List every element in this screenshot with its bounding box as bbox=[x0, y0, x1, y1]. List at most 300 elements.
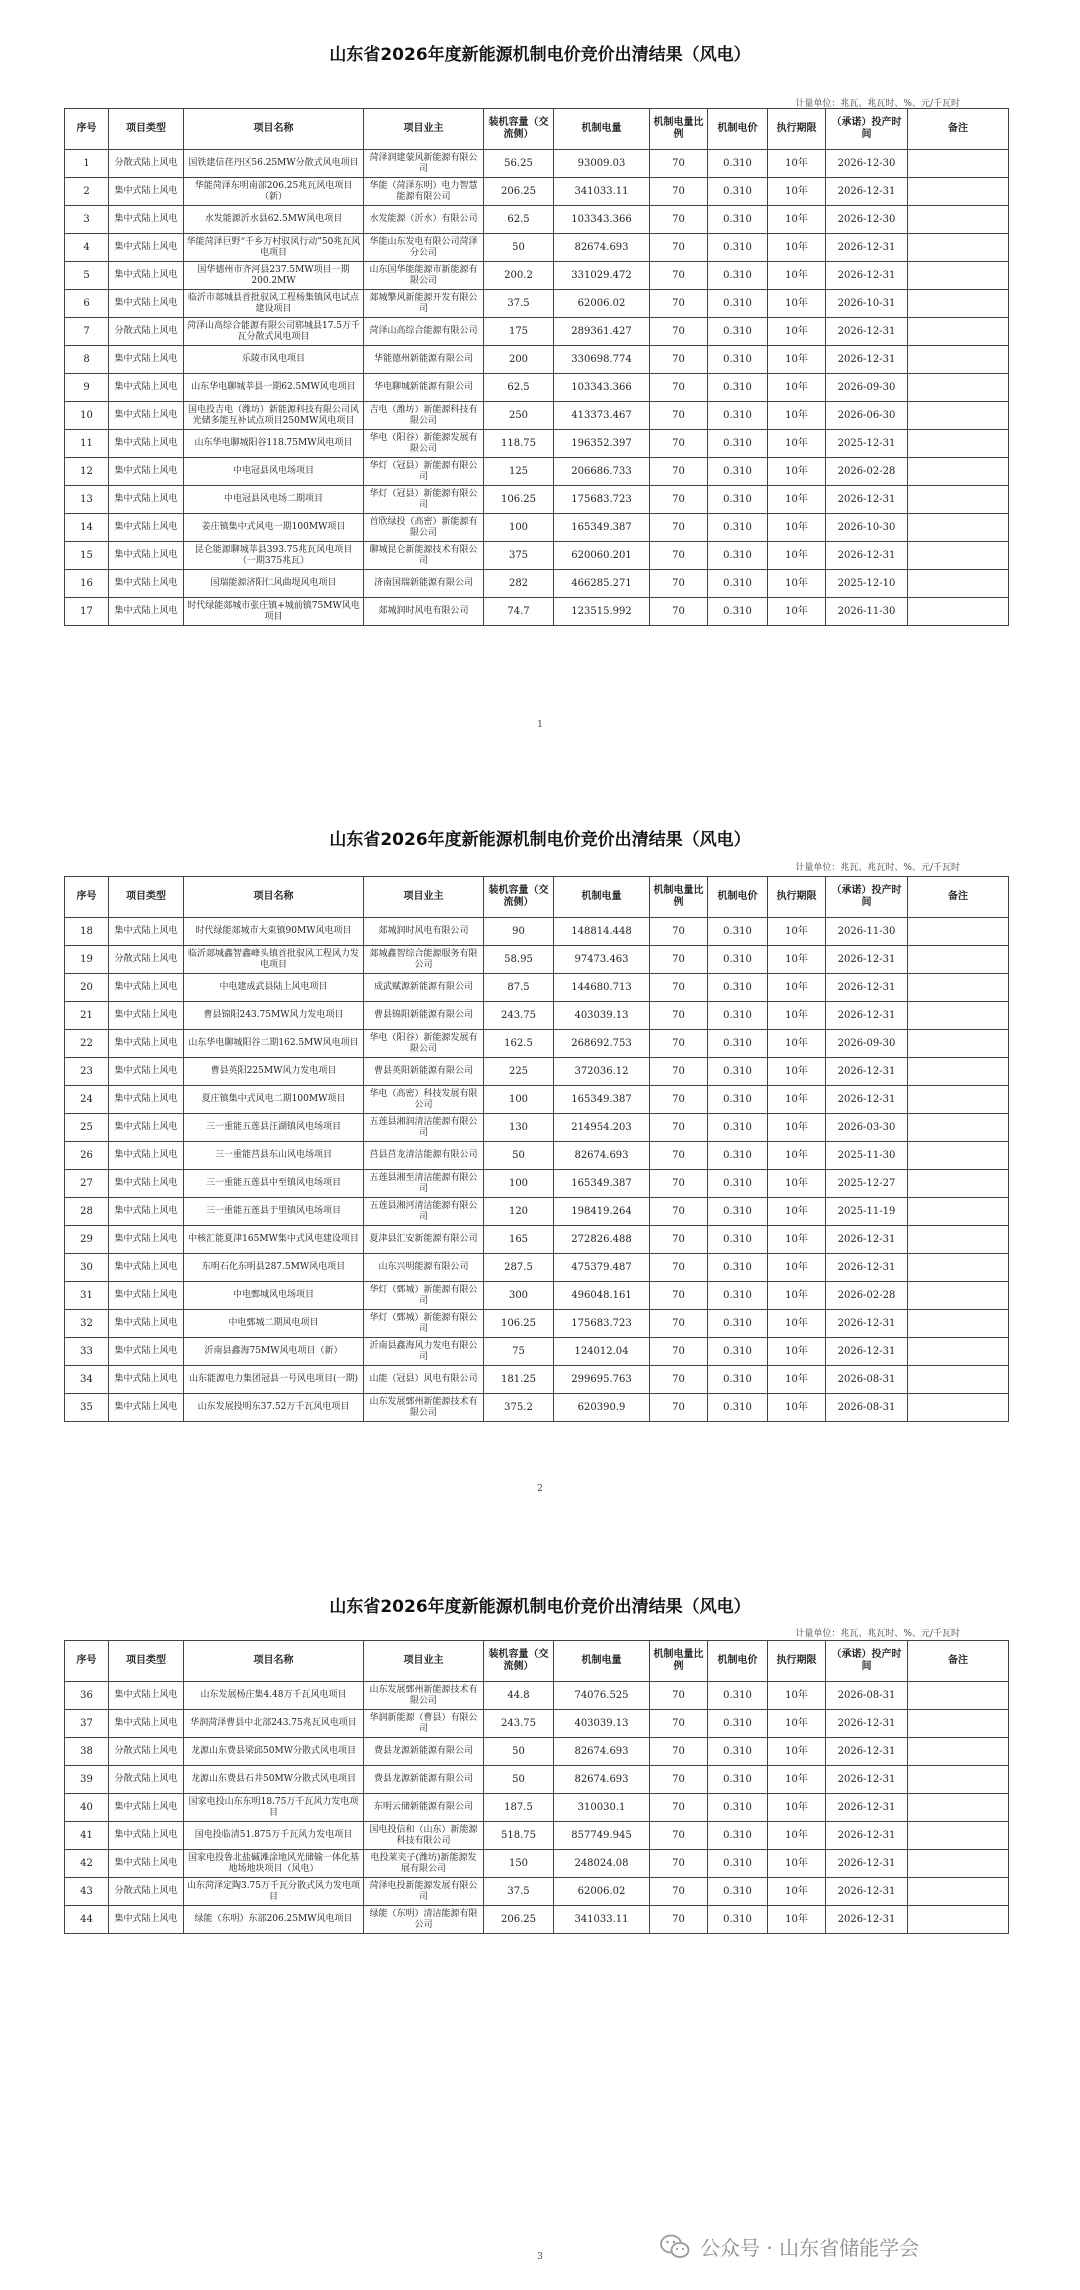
table-cell: 华灯（冠县）新能源有限公司 bbox=[364, 486, 484, 514]
table-cell: 0.310 bbox=[708, 1338, 768, 1366]
table-cell: 10年 bbox=[768, 514, 826, 542]
table-row bbox=[65, 430, 1009, 458]
table-cell bbox=[908, 458, 1009, 486]
table-cell: 10年 bbox=[768, 1766, 826, 1794]
table-row bbox=[65, 150, 1009, 178]
table-cell: 山东兴明能源有限公司 bbox=[364, 1254, 484, 1282]
table-cell: 243.75 bbox=[484, 1002, 554, 1030]
table-cell: 0.310 bbox=[708, 346, 768, 374]
table-cell: 2026-12-31 bbox=[826, 1310, 908, 1338]
table-cell: 10年 bbox=[768, 1198, 826, 1226]
table-cell: 2026-12-31 bbox=[826, 234, 908, 262]
table-cell: 10年 bbox=[768, 1338, 826, 1366]
table-cell: 10年 bbox=[768, 542, 826, 570]
table-cell: 56.25 bbox=[484, 150, 554, 178]
column-header: 机制电量比例 bbox=[650, 109, 708, 150]
table-cell: 0.310 bbox=[708, 946, 768, 974]
table-cell: 集中式陆上风电 bbox=[109, 290, 184, 318]
table-cell: 10 bbox=[65, 402, 109, 430]
table-cell: 70 bbox=[650, 570, 708, 598]
table-cell bbox=[908, 178, 1009, 206]
page-title: 山东省2026年度新能源机制电价竞价出清结果（风电） bbox=[329, 1597, 751, 1617]
table-cell bbox=[908, 1710, 1009, 1738]
page-number: 3 bbox=[537, 2252, 543, 2262]
table-body bbox=[65, 1682, 1009, 1934]
table-cell: 82674.693 bbox=[554, 1738, 650, 1766]
table-cell: 国华德州市齐河县237.5MW项目一期200.2MW bbox=[184, 262, 364, 290]
page-title: 山东省2026年度新能源机制电价竞价出清结果（风电） bbox=[329, 45, 751, 65]
table-cell: 0.310 bbox=[708, 178, 768, 206]
table-cell: 集中式陆上风电 bbox=[109, 1114, 184, 1142]
table-cell bbox=[908, 1850, 1009, 1878]
table-cell bbox=[908, 1282, 1009, 1310]
table-cell: 山东发展鄄州新能源技术有限公司 bbox=[364, 1394, 484, 1422]
table-row bbox=[65, 346, 1009, 374]
table-cell: 50 bbox=[484, 1738, 554, 1766]
results-table bbox=[64, 876, 1009, 1422]
table-cell: 62006.02 bbox=[554, 1878, 650, 1906]
table-cell: 0.310 bbox=[708, 374, 768, 402]
column-header: 项目业主 bbox=[364, 109, 484, 150]
table-cell: 中电冠县风电场项目 bbox=[184, 458, 364, 486]
table-cell: 70 bbox=[650, 1878, 708, 1906]
table-cell: 0.310 bbox=[708, 290, 768, 318]
table-cell: 33 bbox=[65, 1338, 109, 1366]
table-cell: 山东发展投明东37.52万千瓦风电项目 bbox=[184, 1394, 364, 1422]
table-cell: 10年 bbox=[768, 1878, 826, 1906]
table-cell: 0.310 bbox=[708, 402, 768, 430]
table-cell: 郯城润时风电有限公司 bbox=[364, 918, 484, 946]
table-cell: 118.75 bbox=[484, 430, 554, 458]
table-cell: 466285.271 bbox=[554, 570, 650, 598]
table-cell: 70 bbox=[650, 430, 708, 458]
table-cell: 2025-11-30 bbox=[826, 1142, 908, 1170]
table-cell: 成武赋源新能源有限公司 bbox=[364, 974, 484, 1002]
table-row bbox=[65, 974, 1009, 1002]
table-cell: 181.25 bbox=[484, 1366, 554, 1394]
table-cell: 10年 bbox=[768, 486, 826, 514]
column-header: 项目类型 bbox=[109, 109, 184, 150]
table-cell: 44 bbox=[65, 1906, 109, 1934]
table-cell: 18 bbox=[65, 918, 109, 946]
header-row bbox=[65, 1641, 1009, 1682]
table-row bbox=[65, 1850, 1009, 1878]
table-cell: 集中式陆上风电 bbox=[109, 1254, 184, 1282]
table-cell: 集中式陆上风电 bbox=[109, 346, 184, 374]
table-cell: 临沂市郯城县首批驭风工程杨集镇风电试点建设项目 bbox=[184, 290, 364, 318]
column-header: （承诺）投产时间 bbox=[826, 1641, 908, 1682]
table-cell bbox=[908, 290, 1009, 318]
table-cell: 70 bbox=[650, 1682, 708, 1710]
table-cell: 费县龙源新能源有限公司 bbox=[364, 1766, 484, 1794]
table-body bbox=[65, 150, 1009, 626]
table-row bbox=[65, 1226, 1009, 1254]
table-cell: 70 bbox=[650, 206, 708, 234]
table-cell bbox=[908, 346, 1009, 374]
table-cell: 华能菏泽东明南部206.25兆瓦风电项目（新） bbox=[184, 178, 364, 206]
table-cell: 2025-11-19 bbox=[826, 1198, 908, 1226]
table-cell: 龙源山东费县石井50MW分散式风电项目 bbox=[184, 1766, 364, 1794]
table-cell: 0.310 bbox=[708, 1170, 768, 1198]
table-cell: 70 bbox=[650, 1030, 708, 1058]
table-cell: 70 bbox=[650, 1058, 708, 1086]
table-cell: 282 bbox=[484, 570, 554, 598]
table-cell: 175 bbox=[484, 318, 554, 346]
table-cell: 130 bbox=[484, 1114, 554, 1142]
table-cell: 70 bbox=[650, 1394, 708, 1422]
table-cell: 124012.04 bbox=[554, 1338, 650, 1366]
table-cell: 62006.02 bbox=[554, 290, 650, 318]
table-cell: 70 bbox=[650, 1282, 708, 1310]
table-cell: 375 bbox=[484, 542, 554, 570]
table-cell: 103343.366 bbox=[554, 374, 650, 402]
table-cell: 2026-12-31 bbox=[826, 1850, 908, 1878]
table-cell: 2026-10-30 bbox=[826, 514, 908, 542]
table-cell: 175683.723 bbox=[554, 1310, 650, 1338]
table-cell bbox=[908, 1114, 1009, 1142]
table-cell: 0.310 bbox=[708, 1002, 768, 1030]
column-header: 机制电量 bbox=[554, 877, 650, 918]
table-cell: 250 bbox=[484, 402, 554, 430]
table-cell: 10年 bbox=[768, 1822, 826, 1850]
column-header: 序号 bbox=[65, 877, 109, 918]
table-cell: 70 bbox=[650, 1366, 708, 1394]
table-cell: 0.310 bbox=[708, 318, 768, 346]
table-cell: 341033.11 bbox=[554, 1906, 650, 1934]
table-cell bbox=[908, 1794, 1009, 1822]
table-cell: 集中式陆上风电 bbox=[109, 1086, 184, 1114]
table-cell bbox=[908, 1338, 1009, 1366]
table-cell: 集中式陆上风电 bbox=[109, 1198, 184, 1226]
table-cell: 23 bbox=[65, 1058, 109, 1086]
table-cell: 225 bbox=[484, 1058, 554, 1086]
table-cell: 0.310 bbox=[708, 1850, 768, 1878]
column-header: （承诺）投产时间 bbox=[826, 109, 908, 150]
table-cell: 曹县锦阳243.75MW风力发电项目 bbox=[184, 1002, 364, 1030]
table-cell: 0.310 bbox=[708, 570, 768, 598]
table-cell: 196352.397 bbox=[554, 430, 650, 458]
table-cell: 0.310 bbox=[708, 1766, 768, 1794]
table-row bbox=[65, 1114, 1009, 1142]
table-cell: 90 bbox=[484, 918, 554, 946]
table-cell: 0.310 bbox=[708, 1710, 768, 1738]
table-cell: 莒县莒龙清洁能源有限公司 bbox=[364, 1142, 484, 1170]
table-cell: 国瑞能源济阳仁风曲堤风电项目 bbox=[184, 570, 364, 598]
table-row bbox=[65, 1254, 1009, 1282]
table-cell: 620060.201 bbox=[554, 542, 650, 570]
table-cell: 62.5 bbox=[484, 206, 554, 234]
table-cell: 10年 bbox=[768, 946, 826, 974]
table-cell: 70 bbox=[650, 1338, 708, 1366]
table-cell: 山东华电聊城阳谷118.75MW风电项目 bbox=[184, 430, 364, 458]
table-cell: 0.310 bbox=[708, 542, 768, 570]
table-cell: 三一重能莒县东山风电场项目 bbox=[184, 1142, 364, 1170]
table-cell: 10年 bbox=[768, 234, 826, 262]
table-cell: 首欣绿投（高密）新能源有限公司 bbox=[364, 514, 484, 542]
table-cell: 五莲县湘河清洁能源有限公司 bbox=[364, 1198, 484, 1226]
column-header: 项目类型 bbox=[109, 877, 184, 918]
table-cell: 41 bbox=[65, 1822, 109, 1850]
table-cell: 华电（高密）科技发展有限公司 bbox=[364, 1086, 484, 1114]
table-cell bbox=[908, 206, 1009, 234]
table-cell: 70 bbox=[650, 514, 708, 542]
table-cell bbox=[908, 1394, 1009, 1422]
table-row bbox=[65, 262, 1009, 290]
table-cell: 0.310 bbox=[708, 1366, 768, 1394]
table-cell: 34 bbox=[65, 1366, 109, 1394]
table-cell: 集中式陆上风电 bbox=[109, 1366, 184, 1394]
table-cell: 中电鄄城风电场项目 bbox=[184, 1282, 364, 1310]
table-cell: 国电投临清51.875万千瓦风力发电项目 bbox=[184, 1822, 364, 1850]
unit-note: 计量单位：兆瓦、兆瓦时、%、元/千瓦时 bbox=[795, 1629, 960, 1639]
table-cell: 0.310 bbox=[708, 206, 768, 234]
table-cell: 0.310 bbox=[708, 1310, 768, 1338]
page-number: 1 bbox=[537, 720, 543, 730]
table-row bbox=[65, 514, 1009, 542]
table-cell: 518.75 bbox=[484, 1822, 554, 1850]
table-cell: 87.5 bbox=[484, 974, 554, 1002]
table-cell: 集中式陆上风电 bbox=[109, 1794, 184, 1822]
table-cell: 华能山东发电有限公司菏泽分公司 bbox=[364, 234, 484, 262]
page-number: 2 bbox=[537, 1484, 543, 1494]
table-cell: 集中式陆上风电 bbox=[109, 514, 184, 542]
table-row bbox=[65, 1170, 1009, 1198]
column-header: 项目名称 bbox=[184, 877, 364, 918]
table-cell: 集中式陆上风电 bbox=[109, 1282, 184, 1310]
table-cell: 70 bbox=[650, 1310, 708, 1338]
table-cell: 曹县英阳新能源有限公司 bbox=[364, 1058, 484, 1086]
table-cell: 沂南县鑫海风力发电有限公司 bbox=[364, 1338, 484, 1366]
table-cell: 集中式陆上风电 bbox=[109, 598, 184, 626]
table-cell: 0.310 bbox=[708, 1822, 768, 1850]
table-cell: 山东发展杨庄集4.48万千瓦风电项目 bbox=[184, 1682, 364, 1710]
table-row bbox=[65, 1738, 1009, 1766]
table-row bbox=[65, 178, 1009, 206]
table-cell: 0.310 bbox=[708, 514, 768, 542]
table-cell: 300 bbox=[484, 1282, 554, 1310]
table-cell: 70 bbox=[650, 1794, 708, 1822]
table-row bbox=[65, 402, 1009, 430]
table-cell: 70 bbox=[650, 1170, 708, 1198]
table-cell: 2026-08-31 bbox=[826, 1394, 908, 1422]
table-cell: 70 bbox=[650, 262, 708, 290]
table-cell: 70 bbox=[650, 542, 708, 570]
table-cell: 中电建成武县陆上风电项目 bbox=[184, 974, 364, 1002]
table-cell: 电投莱夹子(潍坊)新能源发展有限公司 bbox=[364, 1850, 484, 1878]
table-cell: 38 bbox=[65, 1738, 109, 1766]
table-cell: 集中式陆上风电 bbox=[109, 542, 184, 570]
column-header: 机制电量 bbox=[554, 1641, 650, 1682]
table-cell: 120 bbox=[484, 1198, 554, 1226]
table-cell: 39 bbox=[65, 1766, 109, 1794]
table-cell: 187.5 bbox=[484, 1794, 554, 1822]
column-header: 装机容量（交流侧） bbox=[484, 1641, 554, 1682]
table-cell: 2026-12-31 bbox=[826, 542, 908, 570]
table-cell: 0.310 bbox=[708, 1114, 768, 1142]
table-cell: 国家电投山东东明18.75万千瓦风力发电项目 bbox=[184, 1794, 364, 1822]
table-cell: 山东国华能能源市新能源有限公司 bbox=[364, 262, 484, 290]
table-cell: 413373.467 bbox=[554, 402, 650, 430]
table-cell: 93009.03 bbox=[554, 150, 650, 178]
table-cell: 175683.723 bbox=[554, 486, 650, 514]
table-cell bbox=[908, 1366, 1009, 1394]
header-row bbox=[65, 109, 1009, 150]
table-cell: 13 bbox=[65, 486, 109, 514]
table-cell: 70 bbox=[650, 1906, 708, 1934]
table-cell: 集中式陆上风电 bbox=[109, 374, 184, 402]
table-cell: 375.2 bbox=[484, 1394, 554, 1422]
table-cell: 29 bbox=[65, 1226, 109, 1254]
table-cell: 山能（冠县）风电有限公司 bbox=[364, 1366, 484, 1394]
table-cell: 2026-12-31 bbox=[826, 1002, 908, 1030]
table-body bbox=[65, 918, 1009, 1422]
table-cell: 0.310 bbox=[708, 1394, 768, 1422]
table-cell: 集中式陆上风电 bbox=[109, 1850, 184, 1878]
table-cell: 0.310 bbox=[708, 1282, 768, 1310]
table-cell: 70 bbox=[650, 1710, 708, 1738]
table-cell: 10年 bbox=[768, 598, 826, 626]
table-cell: 0.310 bbox=[708, 1794, 768, 1822]
table-cell: 70 bbox=[650, 374, 708, 402]
table-cell: 50 bbox=[484, 1766, 554, 1794]
table-cell: 华电（阳谷）新能源发展有限公司 bbox=[364, 430, 484, 458]
table-cell: 集中式陆上风电 bbox=[109, 570, 184, 598]
table-row bbox=[65, 918, 1009, 946]
column-header: （承诺）投产时间 bbox=[826, 877, 908, 918]
table-cell: 10年 bbox=[768, 1086, 826, 1114]
table-cell: 17 bbox=[65, 598, 109, 626]
table-cell: 0.310 bbox=[708, 262, 768, 290]
table-cell: 58.95 bbox=[484, 946, 554, 974]
table-cell: 403039.13 bbox=[554, 1002, 650, 1030]
table-cell: 华灯（冠县）新能源有限公司 bbox=[364, 458, 484, 486]
table-cell: 206686.733 bbox=[554, 458, 650, 486]
table-cell: 24 bbox=[65, 1086, 109, 1114]
table-cell: 70 bbox=[650, 1198, 708, 1226]
table-cell: 10年 bbox=[768, 918, 826, 946]
table-cell: 5 bbox=[65, 262, 109, 290]
table-cell bbox=[908, 598, 1009, 626]
table-row bbox=[65, 1002, 1009, 1030]
table-cell bbox=[908, 514, 1009, 542]
table-cell: 62.5 bbox=[484, 374, 554, 402]
table-cell: 10年 bbox=[768, 1058, 826, 1086]
column-header: 项目名称 bbox=[184, 109, 364, 150]
table-cell bbox=[908, 1878, 1009, 1906]
table-row bbox=[65, 1282, 1009, 1310]
table-cell: 集中式陆上风电 bbox=[109, 1170, 184, 1198]
table-cell: 70 bbox=[650, 234, 708, 262]
table-cell: 0.310 bbox=[708, 1086, 768, 1114]
table-cell: 2026-11-30 bbox=[826, 598, 908, 626]
table-cell: 2026-08-31 bbox=[826, 1366, 908, 1394]
table-cell: 70 bbox=[650, 1114, 708, 1142]
column-header: 备注 bbox=[908, 109, 1009, 150]
table-row bbox=[65, 458, 1009, 486]
table-cell: 济南国瑞新能源有限公司 bbox=[364, 570, 484, 598]
table-cell: 40 bbox=[65, 1794, 109, 1822]
table-cell: 10年 bbox=[768, 1738, 826, 1766]
table-cell: 4 bbox=[65, 234, 109, 262]
table-cell: 206.25 bbox=[484, 178, 554, 206]
column-header: 机制电量比例 bbox=[650, 1641, 708, 1682]
table-cell: 国家电投鲁北盐碱滩涂地风光储输一体化基地场地块项目（风电） bbox=[184, 1850, 364, 1878]
unit-note: 计量单位：兆瓦、兆瓦时、%、元/千瓦时 bbox=[795, 99, 960, 109]
table-cell: 分散式陆上风电 bbox=[109, 946, 184, 974]
table-cell: 集中式陆上风电 bbox=[109, 402, 184, 430]
table-cell bbox=[908, 1738, 1009, 1766]
results-table bbox=[64, 1640, 1009, 1934]
table-cell: 0.310 bbox=[708, 458, 768, 486]
table-cell: 2 bbox=[65, 178, 109, 206]
table-cell: 70 bbox=[650, 486, 708, 514]
table-cell bbox=[908, 1766, 1009, 1794]
column-header: 序号 bbox=[65, 1641, 109, 1682]
table-cell: 集中式陆上风电 bbox=[109, 234, 184, 262]
table-cell: 403039.13 bbox=[554, 1710, 650, 1738]
table-cell: 200.2 bbox=[484, 262, 554, 290]
table-cell bbox=[908, 1226, 1009, 1254]
table-cell: 2026-03-30 bbox=[826, 1114, 908, 1142]
table-cell: 费县龙源新能源有限公司 bbox=[364, 1738, 484, 1766]
table-cell: 28 bbox=[65, 1198, 109, 1226]
table-cell: 华能（菏泽东明）电力智慧能源有限公司 bbox=[364, 178, 484, 206]
table-cell: 70 bbox=[650, 458, 708, 486]
table-cell: 496048.161 bbox=[554, 1282, 650, 1310]
table-cell bbox=[908, 374, 1009, 402]
table-cell: 郯城擎风新能源开发有限公司 bbox=[364, 290, 484, 318]
table-cell: 山东菏泽定陶3.75万千瓦分散式风力发电项目 bbox=[184, 1878, 364, 1906]
table-cell: 42 bbox=[65, 1850, 109, 1878]
table-cell: 0.310 bbox=[708, 430, 768, 458]
table-cell: 沂南县鑫海75MW风电项目（新） bbox=[184, 1338, 364, 1366]
table-cell bbox=[908, 1058, 1009, 1086]
table-cell: 0.310 bbox=[708, 1142, 768, 1170]
table-row bbox=[65, 1766, 1009, 1794]
table-cell: 2026-02-28 bbox=[826, 1282, 908, 1310]
table-cell: 7 bbox=[65, 318, 109, 346]
table-cell: 11 bbox=[65, 430, 109, 458]
column-header: 备注 bbox=[908, 877, 1009, 918]
table-cell: 分散式陆上风电 bbox=[109, 1878, 184, 1906]
table-cell: 70 bbox=[650, 1850, 708, 1878]
table-cell: 集中式陆上风电 bbox=[109, 1710, 184, 1738]
table-cell: 夏津县汇安新能源有限公司 bbox=[364, 1226, 484, 1254]
table-cell: 2026-12-31 bbox=[826, 946, 908, 974]
table-cell: 集中式陆上风电 bbox=[109, 1394, 184, 1422]
table-cell: 103343.366 bbox=[554, 206, 650, 234]
table-cell: 郯城鑫智综合能源服务有限公司 bbox=[364, 946, 484, 974]
table-cell: 东明石化东明县287.5MW风电项目 bbox=[184, 1254, 364, 1282]
table-cell: 2025-12-10 bbox=[826, 570, 908, 598]
table-cell bbox=[908, 542, 1009, 570]
table-cell: 2026-12-31 bbox=[826, 346, 908, 374]
table-cell: 74.7 bbox=[484, 598, 554, 626]
table-cell: 山东华电聊城阳谷二期162.5MW风电项目 bbox=[184, 1030, 364, 1058]
table-cell: 289361.427 bbox=[554, 318, 650, 346]
table-cell: 10年 bbox=[768, 570, 826, 598]
table-cell: 21 bbox=[65, 1002, 109, 1030]
table-cell: 70 bbox=[650, 918, 708, 946]
table-cell: 临沂郯城鑫智鑫峰头镇首批驭风工程风力发电项目 bbox=[184, 946, 364, 974]
table-cell: 165349.387 bbox=[554, 1170, 650, 1198]
table-cell bbox=[908, 318, 1009, 346]
table-row bbox=[65, 234, 1009, 262]
column-header: 执行期限 bbox=[768, 1641, 826, 1682]
table-cell: 2026-11-30 bbox=[826, 918, 908, 946]
table-cell: 10年 bbox=[768, 1002, 826, 1030]
table-cell bbox=[908, 918, 1009, 946]
